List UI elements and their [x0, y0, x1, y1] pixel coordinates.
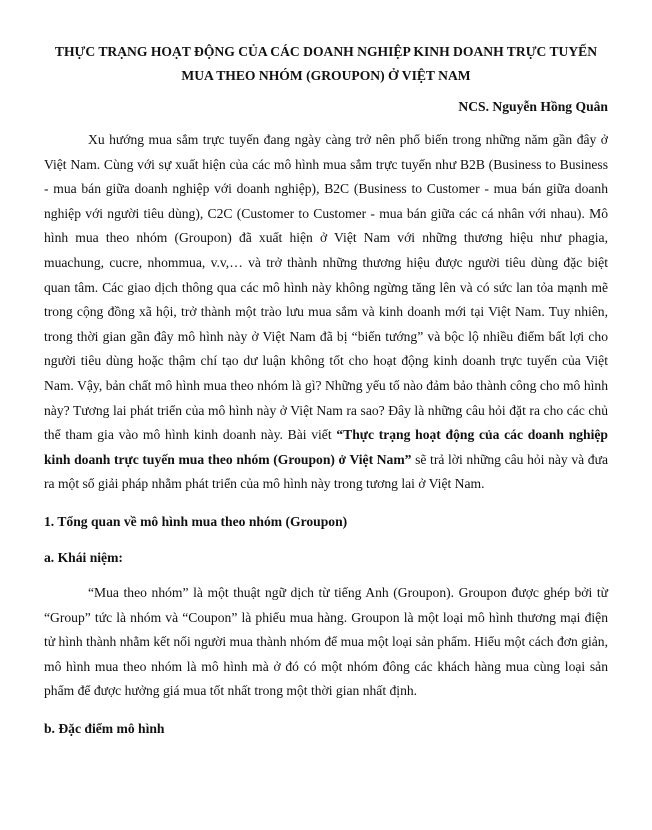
article-title-bold: “Thực trạng hoạt động của các doanh nghiệp kinh doanh trực tuyến mua theo nhóm (Groupon) ở Việt Nam” — [44, 427, 608, 467]
subsection-b-heading: b. Đặc điểm mô hình — [44, 720, 165, 736]
document-title — [44, 40, 608, 88]
subsection-a-heading: a. Khái niệm: — [44, 549, 123, 565]
title-line-2: MUA THEO NHÓM (GROUPON) Ở VIỆT NAM — [181, 68, 471, 83]
intro-paragraph — [44, 128, 608, 497]
section-1-heading: 1. Tổng quan về mô hình mua theo nhóm (Groupon) — [44, 513, 348, 529]
intro-text-end: sẽ trả lời những câu hỏi này và đưa ra một số giải pháp nhằm phát triển của mô hình này trong tương lai ở Việt Nam. — [44, 451, 608, 492]
author-name: NCS. Nguyễn Hồng Quân — [458, 99, 608, 114]
title-line-1: THỰC TRẠNG HOẠT ĐỘNG CỦA CÁC DOANH NGHIỆP KINH DOANH TRỰC TUYẾN — [54, 44, 598, 59]
subsection-a-paragraph: “Mua theo nhóm” là một thuật ngữ dịch từ tiếng Anh (Groupon). Groupon được ghép bởi từ “Group” tức là nhóm và “Coupon” là phiếu mua hàng. Groupon là một loại mô hình thương mại điện tử hình thành nhằm kết nối người mua thành nhóm để mua một loại sản phẩm. Hiểu một cách đơn giản, mô hình mua theo nhóm là mô hình mà ở đó có một nhóm đông các khách hàng mua cùng loại sản phẩm để được hưởng giá mua tốt nhất trong một thời gian nhất định. — [44, 584, 608, 699]
intro-text-start: Xu hướng mua sắm trực tuyến đang ngày càng trở nên phổ biến trong những năm gần đây ở Việt Nam. Cùng với sự xuất hiện của các mô hình mua sắm trực tuyến như B2B (Business to Business - mua bán giữa doanh nghiệp với doanh nghiệp), B2C (Business to Customer - mua bán giữa doanh nghiệp với người tiêu dùng), C2C (Customer to Customer - mua bán giữa các cá nhân với nhau). Mô hình mua theo nhóm (Groupon) đã xuất hiện ở Việt Nam với những thương hiệu như phagia, muachung, cucre, nhommua, v.v,… và trở thành những thương hiệu được người tiêu dùng đặc biệt quan tâm. Các giao dịch thông qua các mô hình này không ngừng tăng lên và có sức lan tỏa mạnh mẽ trong cộng đồng xã hội, trở thành một trào lưu mua sắm và kinh doanh mới tại Việt Nam. Tuy nhiên, trong thời gian gần đây mô hình này ở Việt Nam đã bị “biến tướng” và bộc lộ nhiều điểm bất lợi cho người tiêu dùng hoặc thậm chí tạo dư luận không tốt cho hoạt động kinh doanh trực tuyến của Việt Nam. Vậy, bản chất mô hình mua theo nhóm là gì? Những yếu tố nào đảm bảo thành công cho mô hình này? Tương lai phát triển của mô hình này ở Việt Nam ra sao? Đây là những câu hỏi đặt ra cho các chủ thể tham gia vào mô hình kinh doanh này. Bài viết — [44, 132, 608, 443]
